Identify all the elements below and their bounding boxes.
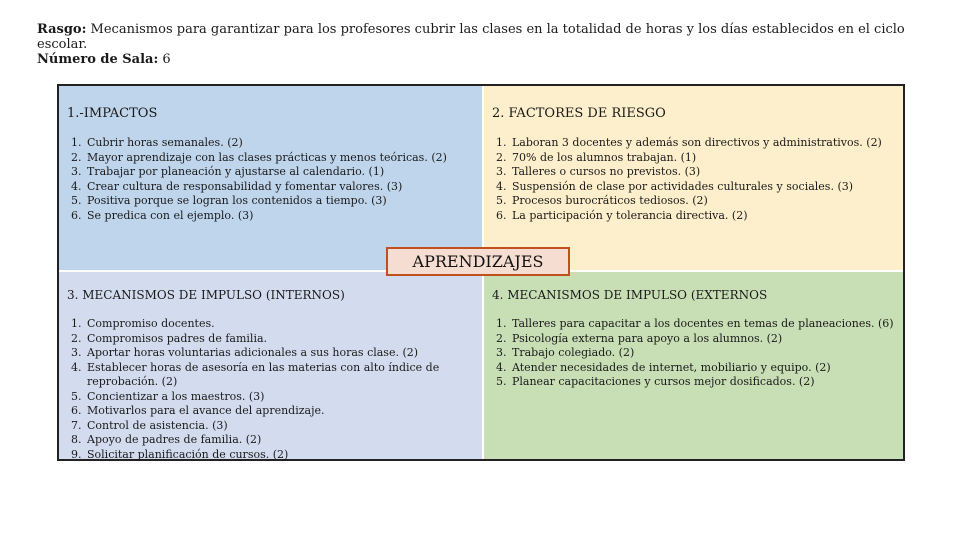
quadrant-impulso-externos — [484, 272, 903, 459]
list-item: 5. Positiva porque se logran los contenidos a tiempo. (3) — [85, 194, 476, 209]
list-item: 4. Crear cultura de responsabilidad y fomentar valores. (3) — [85, 180, 476, 195]
sala-label: Número de Sala: — [37, 52, 159, 67]
list-item: 2. Mayor aprendizaje con las clases prácticas y menos teóricas. (2) — [85, 151, 476, 166]
list-item: 7. Control de asistencia. (3) — [85, 419, 476, 434]
quadrant-title: 2. FACTORES DE RIESGO — [492, 106, 666, 121]
list-item: 1. Cubrir horas semanales. (2) — [85, 136, 476, 151]
externos-list — [492, 317, 897, 390]
list-item: 4. Establecer horas de asesoría en las materias con alto índice de reprobación. (2) — [85, 361, 476, 390]
list-item: 3. Aportar horas voluntarias adicionales a sus horas clase. (2) — [85, 346, 476, 361]
quadrant-title: 3. MECANISMOS DE IMPULSO (INTERNOS) — [67, 288, 345, 302]
impactos-list — [67, 136, 476, 223]
list-item: 8. Apoyo de padres de familia. (2) — [85, 433, 476, 448]
list-item: 3. Trabajo colegiado. (2) — [510, 346, 897, 361]
rasgo-text: Mecanismos para garantizar para los profesores cubrir las clases en la totalidad de horas y los días establecidos en el ciclo escolar. — [37, 22, 905, 52]
list-item: 5. Concientizar a los maestros. (3) — [85, 390, 476, 405]
list-item: 1. Talleres para capacitar a los docentes en temas de planeaciones. (6) — [510, 317, 897, 332]
list-item: 3. Trabajar por planeación y ajustarse al calendario. (1) — [85, 165, 476, 180]
list-item: 1. Laboran 3 docentes y además son directivos y administrativos. (2) — [510, 136, 897, 151]
quadrant-impactos — [59, 86, 482, 270]
sala-value: 6 — [162, 52, 171, 67]
list-item: 6. La participación y tolerancia directiva. (2) — [510, 209, 897, 224]
sala-line — [37, 52, 937, 67]
rasgo-label: Rasgo: — [37, 22, 87, 37]
list-item: 2. Psicología externa para apoyo a los alumnos. (2) — [510, 332, 897, 347]
list-item: 2. 70% de los alumnos trabajan. (1) — [510, 151, 897, 166]
list-item: 6. Motivarlos para el avance del aprendizaje. — [85, 404, 476, 419]
aprendizajes-label: APRENDIZAJES — [386, 247, 570, 276]
quadrant-impulso-internos — [59, 272, 482, 459]
quadrant-title: 1.-IMPACTOS — [67, 106, 158, 121]
list-item: 6. Se predica con el ejemplo. (3) — [85, 209, 476, 224]
list-item: 3. Talleres o cursos no previstos. (3) — [510, 165, 897, 180]
list-item: 1. Compromiso docentes. — [85, 317, 476, 332]
list-item: 4. Atender necesidades de internet, mobiliario y equipo. (2) — [510, 361, 897, 376]
document-header — [37, 22, 937, 67]
list-item: 5. Planear capacitaciones y cursos mejor dosificados. (2) — [510, 375, 897, 390]
list-item: 2. Compromisos padres de familia. — [85, 332, 476, 347]
list-item: 4. Suspensión de clase por actividades culturales y sociales. (3) — [510, 180, 897, 195]
riesgo-list — [492, 136, 897, 223]
internos-list — [67, 317, 476, 462]
list-item: 5. Procesos burocráticos tediosos. (2) — [510, 194, 897, 209]
quadrant-title: 4. MECANISMOS DE IMPULSO (EXTERNOS — [492, 288, 768, 302]
list-item: 9. Solicitar planificación de cursos. (2) — [85, 448, 476, 463]
rasgo-line — [37, 22, 937, 52]
quadrant-factores-de-riesgo — [484, 86, 903, 270]
